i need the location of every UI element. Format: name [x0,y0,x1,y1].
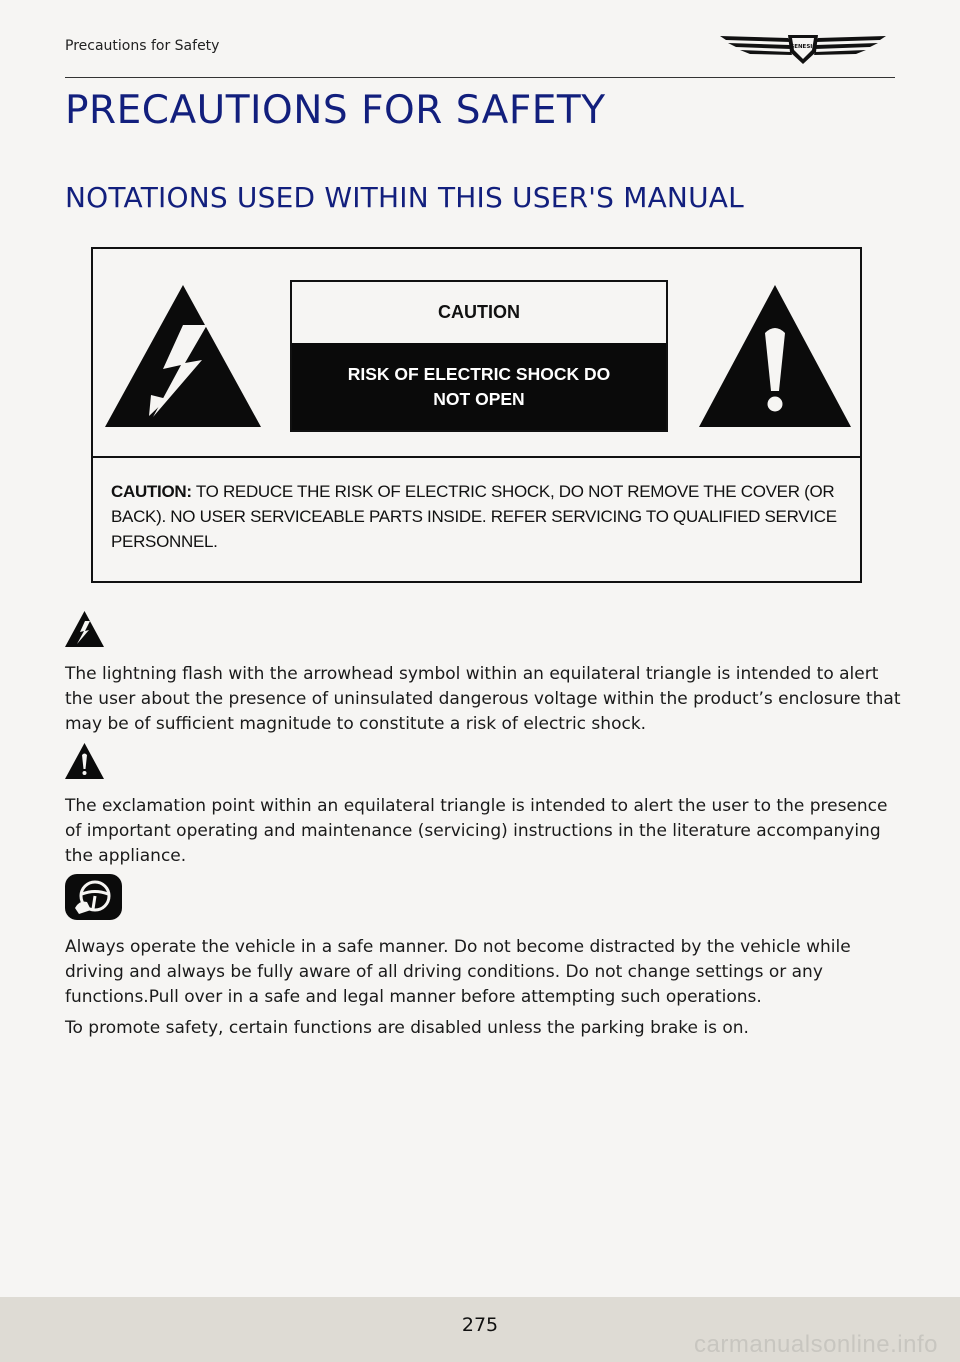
exclamation-warning-triangle-icon [65,743,104,779]
lightning-warning-triangle-icon [105,285,261,427]
header-divider [65,77,895,78]
caution-label-panel [91,247,862,583]
watermark: carmanualsonline.info [694,1331,938,1358]
page-number: 275 [461,1314,499,1336]
page-title: PRECAUTIONS FOR SAFETY [65,88,606,133]
caution-label [290,280,668,432]
exclamation-warning-triangle-icon [699,285,851,427]
caution-notice-text: TO REDUCE THE RISK OF ELECTRIC SHOCK, DO NOT REMOVE THE COVER (OR BACK). NO USER SERVICEABLE PARTS INSIDE. REFER SERVICING TO QUALIFIED SERVICE PERSONNEL. [111,482,837,551]
driving-safety-note: Always operate the vehicle in a safe manner. Do not become distracted by the vehicle while driving and always be fully aware of all driving conditions. Do not change settings or any functions.Pull over in a safe and legal manner before attempting such operations. [65,937,851,1007]
caution-label-heading: CAUTION [292,282,666,345]
steering-wheel-icon [65,874,122,920]
caution-notice [111,479,841,554]
lightning-warning-triangle-icon [65,611,104,647]
caution-notice-lead: CAUTION: [111,482,192,501]
header-section-label: Precautions for Safety [65,38,220,54]
caution-divider [93,456,860,458]
parking-brake-note: To promote safety, certain functions are disabled unless the parking brake is on. [65,1018,749,1038]
section-title: NOTATIONS USED WITHIN THIS USER'S MANUAL [65,181,744,214]
exclamation-symbol-description: The exclamation point within an equilateral triangle is intended to alert the user to the presence of important operating and maintenance (servicing) instructions in the literature accompanying the appliance. [65,796,888,866]
caution-label-warning: RISK OF ELECTRIC SHOCK DO NOT OPEN [292,343,666,430]
lightning-symbol-description: The lightning flash with the arrowhead symbol within an equilateral triangle is intended to alert the user about the presence of uninsulated dangerous voltage within the product’s enclosure that may be of sufficient magnitude to constitute a risk of electric shock. [65,664,901,734]
svg-text:GENESIS: GENESIS [789,44,817,50]
genesis-logo [718,28,888,68]
